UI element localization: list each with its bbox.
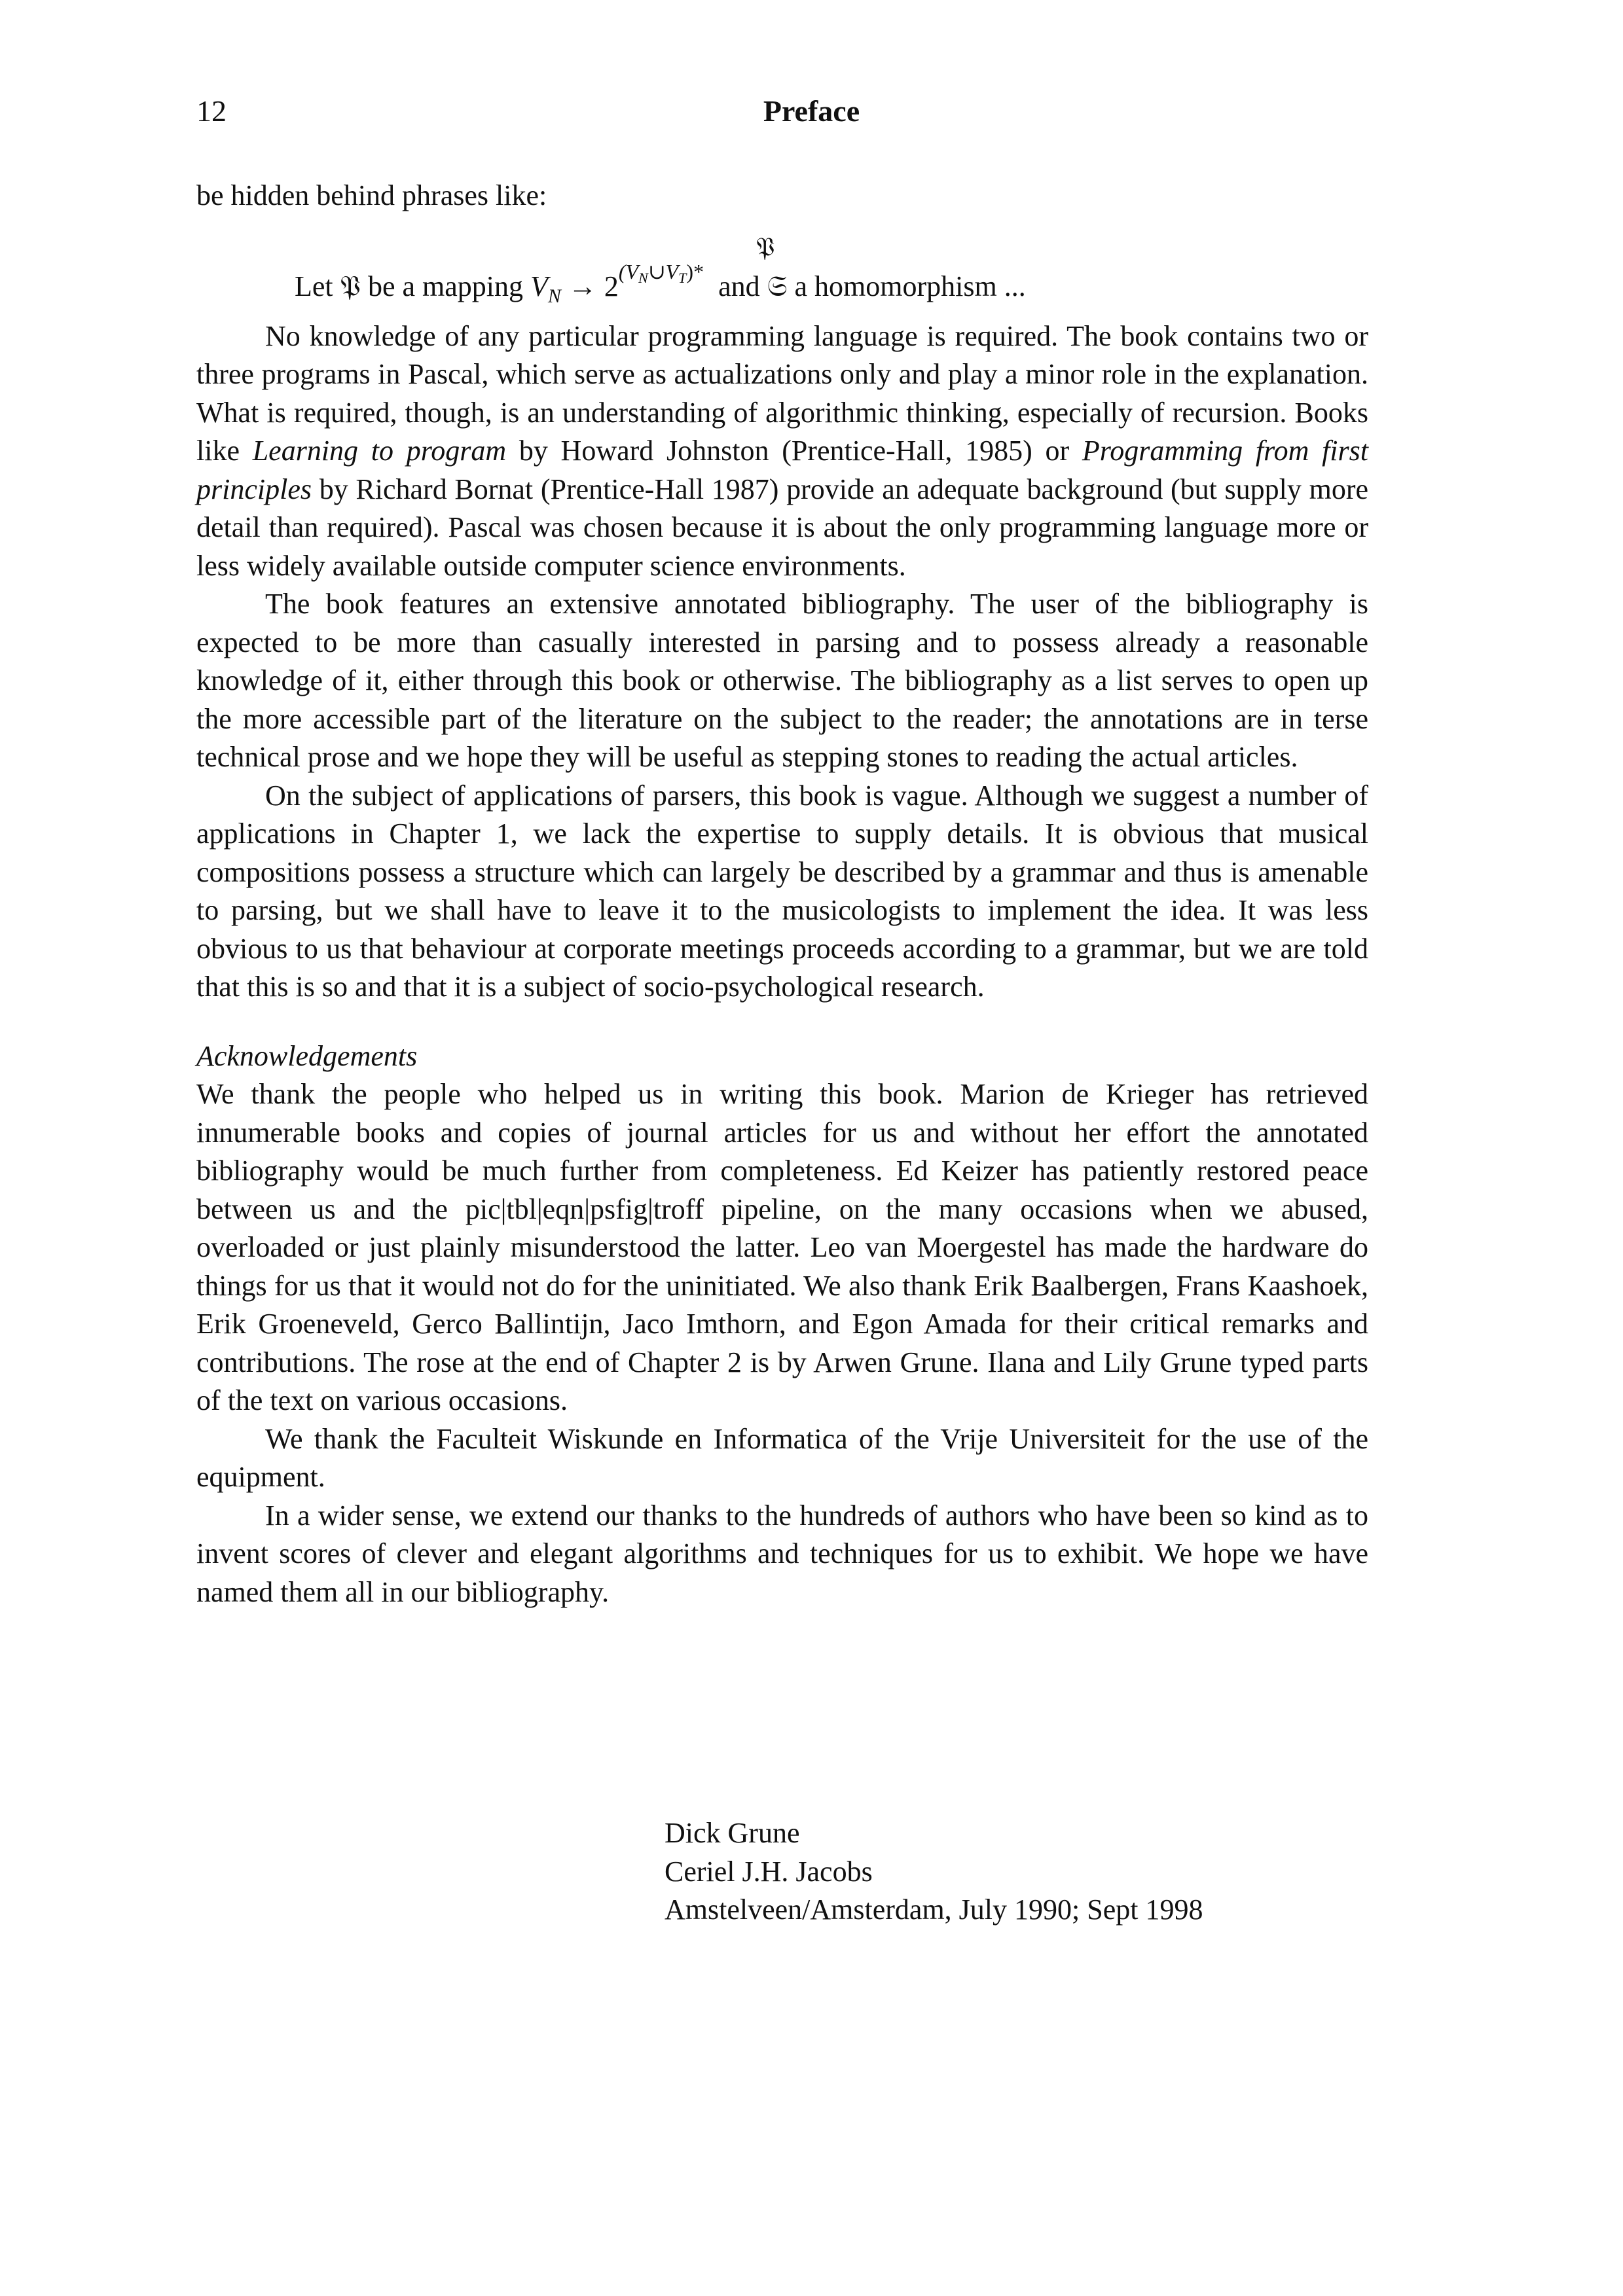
formula-two: 2 xyxy=(604,270,619,302)
p1-mid-text: by Howard Johnston (Prentice-Hall, 1985) or xyxy=(519,435,1070,467)
paragraph-acknowledgements-people: We thank the people who helped us in writing this book. Marion de Krieger has retrieved innumerable books and copies of journal articles for us and without her effort the annotated bibliography would be much further from completeness. Ed Keizer has patiently restored peace between us and the pic|tbl|eqn|psfig|troff pipeline, on the many occasions when we abused, overloaded or just plainly misunderstood the latter. Leo van Moergestel has made the hardware do things for us that it would not do for the uninitiated. We also thank Erik Baalbergen, Frans Kaashoek, Erik Groeneveld, Gerco Ballintijn, Jaco Imthorn, and Egon Amada for their critical remarks and contributions. The rose at the end of Chapter 2 is by Arwen Grune. Ilana and Lily Grune typed parts of the text on various occasions. xyxy=(196,1078,1368,1416)
book-title-learning-to-program: Learning to program xyxy=(252,435,507,467)
signature-block xyxy=(665,1814,1385,1929)
page-number: 12 xyxy=(196,94,227,128)
exponent-union-v: ∪V xyxy=(647,259,679,283)
formula-line xyxy=(295,259,1026,307)
text-column xyxy=(196,177,1368,1611)
signature-author-grune: Dick Grune xyxy=(665,1817,800,1849)
section-gap xyxy=(196,1007,1368,1037)
formula-v: V xyxy=(530,270,548,302)
p1-end-text: by Richard Bornat (Prentice-Hall 1987) provide an adequate background (but supply more detail than required). Pascal was chosen because it is about the only programming language more or less widely available outside computer science environments. xyxy=(196,473,1369,582)
lead-in-line: be hidden behind phrases like: xyxy=(196,179,547,211)
exponent-open-v: (V xyxy=(618,259,639,283)
signature-author-jacobs: Ceriel J.H. Jacobs xyxy=(665,1855,873,1888)
homomorphism-symbol: 𝔖 xyxy=(767,269,788,303)
signature-place-date: Amstelveen/Amsterdam, July 1990; Sept 1998 xyxy=(665,1893,1203,1926)
formula-be-a-mapping: be a mapping xyxy=(367,270,524,302)
mapping-symbol-over-arrow: 𝔓 xyxy=(756,232,775,262)
p1-text: No knowledge of any particular programming language is required. The book contains two or three programs in Pascal, which serve as actualizations only and play a minor role in the explanation. What is required, though, is an understanding of algorithmic thinking, especially of recursion. Books like xyxy=(196,319,1368,467)
mapping-symbol: 𝔓 xyxy=(340,269,361,303)
formula-exponent xyxy=(618,259,704,286)
exponent-close: ) xyxy=(686,259,694,283)
exponent-n: N xyxy=(638,269,648,286)
formula-n-subscript: N xyxy=(547,285,561,307)
acknowledgements-heading: Acknowledgements xyxy=(196,1039,418,1072)
exponent-star: * xyxy=(693,259,704,283)
formula-and: and xyxy=(718,270,760,302)
paragraph-bibliography: The book features an extensive annotated bibliography. The user of the bibliography is expected to be more than casually interested in parsing and to possess already a reasonable knowledge of it, either through this book or otherwise. The bibliography as a list serves to open up the more accessible part of the literature on the subject to the reader; the annotations are in terse technical prose and we hope they will be useful as stepping stones to reading the actual articles. xyxy=(196,588,1368,773)
paragraph-programming-knowledge xyxy=(196,317,1368,586)
formula-homomorphism-text: a homomorphism ... xyxy=(794,270,1026,302)
paragraph-acknowledgements-authors: In a wider sense, we extend our thanks to the hundreds of authors who have been so kind as to invent scores of clever and elegant algorithms and techniques for us to exhibit. We hope we have named them all in our bibliography. xyxy=(196,1499,1368,1608)
paragraph-applications: On the subject of applications of parsers, this book is vague. Although we suggest a number of applications in Chapter 1, we lack the expertise to supply details. It is obvious that musical compositions possess a structure which can largely be described by a grammar and thus is amenable to parsing, but we shall have to leave it to the musicologists to implement the idea. It was less obvious to us that behaviour at corporate meetings proceeds according to a grammar, but we are told that this is so and that it is a subject of socio-psychological research. xyxy=(196,779,1368,1003)
book-title-programming-from-first-principles: Programming from first principles xyxy=(196,435,1368,505)
mapping-formula xyxy=(196,215,1368,314)
running-head: Preface xyxy=(763,94,860,128)
exponent-t: T xyxy=(678,269,687,286)
formula-let: Let xyxy=(295,270,333,302)
paragraph-acknowledgements-faculty: We thank the Faculteit Wiskunde en Informatica of the Vrije Universiteit for the use of the equipment. xyxy=(196,1422,1368,1493)
formula-arrow: → xyxy=(568,270,597,302)
